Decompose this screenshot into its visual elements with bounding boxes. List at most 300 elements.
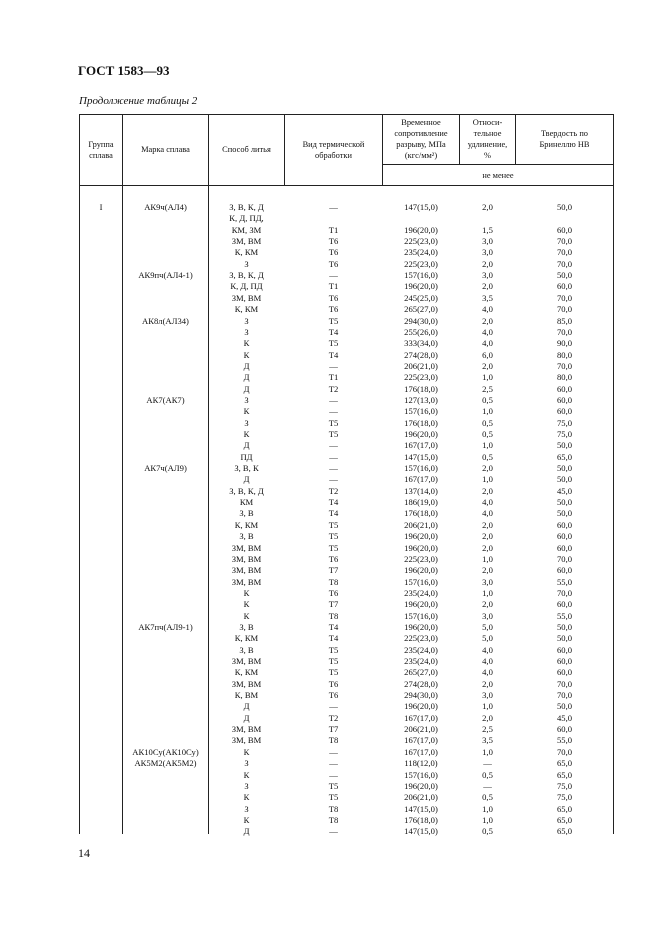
cell-heat: Т1 [328, 224, 339, 235]
cell-strength: 176(18,0) [404, 383, 438, 394]
cell-heat: Т2 [328, 712, 339, 723]
cell-heat: — [329, 451, 338, 462]
cell-hardness: 50,0 [556, 497, 573, 508]
cell-elongation: 1,0 [482, 746, 493, 757]
cell-heat: Т4 [328, 633, 339, 644]
cell-method: Д [243, 826, 250, 837]
cell-hardness: 70,0 [556, 236, 573, 247]
table-row [79, 770, 614, 781]
cell-hardness: 60,0 [556, 531, 573, 542]
cell-method: К [243, 349, 250, 360]
cell-elongation: 0,5 [482, 417, 493, 428]
cell-method: З, В, К, Д [229, 270, 264, 281]
cell-elongation: 0,5 [482, 394, 493, 405]
cell-elongation: 2,0 [482, 712, 493, 723]
cell-method: КМ, ЗМ [231, 224, 262, 235]
cell-grade: АК7пч(АЛ9-1) [138, 621, 193, 632]
cell-heat: Т5 [328, 780, 339, 791]
cell-elongation: 2,0 [482, 599, 493, 610]
table-row [79, 826, 614, 837]
cell-elongation: 5,0 [482, 633, 493, 644]
table-row [79, 656, 614, 667]
cell-method: К [243, 746, 250, 757]
cell-method: З [244, 315, 249, 326]
cell-strength: 265(27,0) [404, 304, 438, 315]
cell-elongation: 4,0 [482, 667, 493, 678]
cell-hardness: 60,0 [556, 667, 573, 678]
cell-heat: Т8 [328, 735, 339, 746]
cell-elongation: 4,0 [482, 644, 493, 655]
cell-strength: 127(13,0) [404, 394, 438, 405]
table-row [79, 543, 614, 554]
cell-elongation: 1,0 [482, 406, 493, 417]
table-row [79, 747, 614, 758]
cell-strength: 167(17,0) [404, 440, 438, 451]
cell-strength: 206(21,0) [404, 792, 438, 803]
cell-elongation: 3,5 [482, 292, 493, 303]
cell-hardness: 55,0 [556, 576, 573, 587]
cell-method: К [243, 587, 250, 598]
cell-elongation: 2,0 [482, 360, 493, 371]
cell-elongation: 4,0 [482, 508, 493, 519]
table-row [79, 508, 614, 519]
cell-elongation: 2,0 [482, 678, 493, 689]
table-row [79, 395, 614, 406]
cell-grade: АК7(АК7) [146, 394, 185, 405]
table-row [79, 758, 614, 769]
cell-heat: Т5 [328, 644, 339, 655]
cell-method: ЗМ, ВМ [231, 565, 262, 576]
table-row [79, 270, 614, 281]
cell-elongation: 2,0 [482, 519, 493, 530]
table-row [79, 418, 614, 429]
cell-strength: 147(15,0) [404, 202, 438, 212]
cell-elongation: 3,0 [482, 576, 493, 587]
cell-heat: Т5 [328, 656, 339, 666]
cell-hardness: 60,0 [556, 644, 573, 655]
cell-hardness: 70,0 [556, 292, 573, 303]
cell-heat: Т5 [328, 417, 339, 428]
cell-strength: 196(20,0) [404, 224, 438, 235]
cell-method: З [244, 394, 249, 405]
cell-method: Д [243, 440, 250, 451]
table-row [79, 724, 614, 735]
cell-elongation: 0,5 [482, 792, 493, 803]
cell-heat: Т6 [328, 678, 339, 689]
cell-strength: 245(25,0) [404, 292, 438, 303]
cell-strength: 147(15,0) [404, 826, 438, 837]
alloy-properties-table [79, 114, 614, 837]
cell-hardness: 50,0 [556, 621, 573, 632]
cell-hardness: 60,0 [556, 224, 573, 235]
cell-method: З [244, 758, 249, 769]
cell-hardness: 50,0 [556, 508, 573, 519]
cell-method: К, КМ [234, 304, 259, 315]
cell-heat: Т1 [328, 372, 339, 383]
cell-elongation: 4,0 [482, 338, 493, 349]
cell-heat: Т8 [328, 610, 339, 621]
cell-method: ЗМ, ВМ [231, 542, 262, 553]
table-row [79, 327, 614, 338]
cell-heat: Т8 [328, 576, 339, 587]
cell-elongation: 2,5 [482, 383, 493, 394]
cell-hardness: 50,0 [556, 701, 573, 712]
cell-elongation: 0,5 [482, 429, 493, 439]
cell-elongation: 3,0 [482, 690, 493, 701]
cell-strength: 147(15,0) [404, 803, 438, 814]
cell-heat: Т6 [328, 258, 339, 269]
table-row [79, 236, 614, 247]
cell-method: З [244, 417, 249, 428]
cell-method: З [244, 258, 249, 269]
cell-method: Д [243, 712, 250, 723]
cell-elongation: 3,0 [482, 247, 493, 258]
cell-hardness: 70,0 [556, 247, 573, 258]
cell-heat: Т6 [328, 247, 339, 258]
cell-hardness: 55,0 [556, 610, 573, 621]
table-continuation-caption: Продолжение таблицы 2 [79, 95, 198, 107]
cell-method: З, В [239, 621, 254, 632]
cell-strength: 176(18,0) [404, 814, 438, 825]
cell-heat: — [329, 826, 338, 837]
cell-elongation: 1,0 [482, 587, 493, 598]
table-row [79, 679, 614, 690]
cell-strength: 294(30,0) [404, 690, 438, 701]
cell-hardness: 65,0 [556, 758, 573, 769]
table-row [79, 645, 614, 656]
cell-hardness: 55,0 [556, 735, 573, 746]
cell-grade: АК5М2(АК5М2) [134, 758, 197, 769]
table-row [79, 316, 614, 327]
cell-elongation: 1,0 [482, 440, 493, 451]
cell-elongation: 1,0 [482, 803, 493, 814]
table-row [79, 815, 614, 826]
cell-hardness: 50,0 [556, 440, 573, 451]
table-row [79, 259, 614, 270]
cell-hardness: 65,0 [556, 826, 573, 837]
table-row [79, 338, 614, 349]
header-grade: Марка сплава [141, 145, 190, 154]
header-casting-method: Способ литья [222, 145, 271, 154]
cell-strength: 167(17,0) [404, 712, 438, 723]
cell-heat: — [329, 360, 338, 371]
cell-elongation: 2,5 [482, 724, 493, 735]
cell-heat: Т7 [328, 599, 339, 610]
table-row [79, 554, 614, 565]
table-row [79, 247, 614, 258]
cell-heat: Т4 [328, 326, 339, 337]
cell-heat: — [329, 270, 338, 281]
table-row [79, 622, 614, 633]
cell-heat: Т7 [328, 565, 339, 576]
cell-hardness: 50,0 [556, 270, 573, 281]
cell-method: К [243, 610, 250, 621]
header-not-less: не менее [482, 170, 514, 180]
cell-hardness: 70,0 [556, 553, 573, 564]
cell-heat: Т7 [328, 724, 339, 735]
cell-elongation: 2,0 [482, 315, 493, 326]
table-row [79, 599, 614, 610]
cell-strength: 225(23,0) [404, 553, 438, 564]
cell-strength: 196(20,0) [404, 429, 438, 439]
cell-strength: 196(20,0) [404, 531, 438, 542]
cell-elongation: 2,0 [482, 281, 493, 292]
table-row [79, 202, 614, 213]
cell-elongation: 1,0 [482, 372, 493, 383]
cell-strength: 225(23,0) [404, 633, 438, 644]
cell-heat: Т8 [328, 803, 339, 814]
table-row [79, 452, 614, 463]
cell-hardness: 45,0 [556, 712, 573, 723]
table-row [79, 713, 614, 724]
cell-method: З, В, К, Д [229, 202, 264, 212]
cell-grade: АК9ч(АЛ4) [144, 202, 187, 212]
cell-method: З, В [239, 531, 254, 542]
cell-strength: 157(16,0) [404, 769, 438, 780]
cell-hardness: 60,0 [556, 542, 573, 553]
cell-method: З, В [239, 644, 254, 655]
table-row [79, 463, 614, 474]
header-elongation: Относи- тельное удлинение, % [467, 118, 508, 160]
table-row [79, 384, 614, 395]
header-heat-treatment: Вид термической обработки [302, 139, 365, 160]
cell-strength: 235(24,0) [404, 247, 438, 258]
cell-method: Д [243, 360, 250, 371]
table-row [79, 531, 614, 542]
cell-hardness: 75,0 [556, 417, 573, 428]
cell-strength: 196(20,0) [404, 281, 438, 292]
cell-elongation: 3,0 [482, 610, 493, 621]
cell-elongation: 0,5 [482, 769, 493, 780]
cell-hardness: 50,0 [556, 633, 573, 644]
cell-heat: Т5 [328, 667, 339, 678]
cell-strength: 225(23,0) [404, 236, 438, 247]
document-title: ГОСТ 1583—93 [78, 63, 170, 78]
cell-strength: 225(23,0) [404, 372, 438, 383]
cell-heat: Т6 [328, 304, 339, 315]
cell-strength: 235(24,0) [404, 644, 438, 655]
cell-method: ЗМ, ВМ [231, 292, 262, 303]
cell-method: ПД [240, 451, 253, 462]
cell-heat: — [329, 394, 338, 405]
cell-heat: Т1 [328, 281, 339, 292]
cell-hardness: 60,0 [556, 406, 573, 417]
cell-heat: — [329, 440, 338, 451]
cell-strength: 118(12,0) [404, 758, 438, 769]
cell-method: Д [243, 474, 250, 485]
cell-strength: 196(20,0) [404, 599, 438, 610]
cell-strength: 196(20,0) [404, 565, 438, 576]
cell-hardness: 70,0 [556, 678, 573, 689]
cell-method: КМ [239, 497, 254, 508]
cell-method: К [243, 406, 250, 417]
header-bottom-border [79, 185, 614, 186]
cell-hardness: 50,0 [556, 474, 573, 485]
cell-hardness: 75,0 [556, 792, 573, 803]
cell-elongation: 2,0 [482, 463, 493, 474]
cell-heat: Т5 [328, 429, 339, 439]
cell-hardness: 70,0 [556, 587, 573, 598]
cell-heat: — [329, 406, 338, 417]
table-row [79, 690, 614, 701]
cell-elongation: 6,0 [482, 349, 493, 360]
cell-hardness: 65,0 [556, 769, 573, 780]
table-row [79, 406, 614, 417]
cell-strength: 206(21,0) [404, 724, 438, 735]
cell-method: ЗМ, ВМ [231, 735, 262, 746]
cell-heat: Т5 [328, 792, 339, 803]
cell-elongation: 1,0 [482, 474, 493, 485]
cell-strength: 157(16,0) [404, 610, 438, 621]
cell-method: З, В, К, Д [229, 485, 264, 496]
cell-heat: Т4 [328, 508, 339, 519]
cell-hardness: 60,0 [556, 599, 573, 610]
cell-elongation: 2,0 [482, 531, 493, 542]
cell-elongation: 4,0 [482, 497, 493, 508]
cell-method: К, Д, ПД [230, 281, 263, 292]
cell-group: I [99, 202, 103, 212]
cell-hardness: 75,0 [556, 780, 573, 791]
cell-elongation: — [483, 780, 492, 791]
page-number: 14 [78, 846, 90, 860]
cell-strength: 167(17,0) [404, 735, 438, 746]
cell-elongation: 2,0 [482, 258, 493, 269]
cell-hardness: 60,0 [556, 281, 573, 292]
cell-hardness: 70,0 [556, 326, 573, 337]
table-row [79, 667, 614, 678]
cell-heat: Т2 [328, 383, 339, 394]
cell-elongation: 2,0 [482, 565, 493, 576]
table-row [79, 497, 614, 508]
cell-method: К, КМ [234, 633, 259, 644]
table-row [79, 281, 614, 292]
cell-method: З, В, К [234, 463, 259, 474]
cell-heat: — [329, 701, 338, 712]
cell-hardness: 60,0 [556, 656, 573, 666]
cell-grade: АК9пч(АЛ4-1) [138, 270, 193, 281]
table-row [79, 213, 614, 224]
cell-elongation: 2,0 [482, 485, 493, 496]
cell-hardness: 80,0 [556, 372, 573, 383]
cell-hardness: 70,0 [556, 304, 573, 315]
cell-method: К [243, 429, 250, 439]
table-row [79, 474, 614, 485]
cell-method: Д [243, 383, 250, 394]
cell-method: К, КМ [234, 519, 259, 530]
cell-heat: — [329, 769, 338, 780]
cell-hardness: 70,0 [556, 746, 573, 757]
cell-method: Д [243, 701, 250, 712]
cell-method: К, КМ [234, 667, 259, 678]
cell-strength: 235(24,0) [404, 587, 438, 598]
cell-method: З, В [239, 508, 254, 519]
table-row [79, 611, 614, 622]
cell-strength: 206(21,0) [404, 360, 438, 371]
cell-method: З [244, 326, 249, 337]
cell-hardness: 90,0 [556, 338, 573, 349]
table-row [79, 792, 614, 803]
cell-heat: Т6 [328, 587, 339, 598]
cell-strength: 147(15,0) [404, 451, 438, 462]
cell-elongation: 4,0 [482, 656, 493, 666]
cell-elongation: 3,0 [482, 236, 493, 247]
cell-elongation: 4,0 [482, 326, 493, 337]
cell-strength: 167(17,0) [404, 746, 438, 757]
cell-elongation: 1,0 [482, 553, 493, 564]
cell-elongation: 0,5 [482, 451, 493, 462]
table-row [79, 486, 614, 497]
cell-method: К, Д, ПД, [229, 213, 264, 224]
cell-method: К [243, 769, 250, 780]
cell-heat: Т4 [328, 497, 339, 508]
table-row [79, 565, 614, 576]
cell-strength: 294(30,0) [404, 315, 438, 326]
table-row [79, 701, 614, 712]
cell-method: З [244, 780, 249, 791]
table-row [79, 304, 614, 315]
cell-method: З [244, 803, 249, 814]
cell-strength: 186(19,0) [404, 497, 438, 508]
table-row [79, 440, 614, 451]
cell-grade: АК8л(АЛ34) [142, 315, 189, 326]
cell-hardness: 60,0 [556, 724, 573, 735]
cell-method: К [243, 814, 250, 825]
cell-grade: АК7ч(АЛ9) [144, 463, 187, 474]
cell-elongation: 0,5 [482, 826, 493, 837]
cell-hardness: 70,0 [556, 690, 573, 701]
cell-strength: 265(27,0) [404, 667, 438, 678]
cell-heat: Т6 [328, 553, 339, 564]
table-row [79, 361, 614, 372]
cell-elongation: 5,0 [482, 621, 493, 632]
cell-hardness: 65,0 [556, 803, 573, 814]
cell-strength: 235(24,0) [404, 656, 438, 666]
cell-hardness: 45,0 [556, 485, 573, 496]
cell-method: ЗМ, ВМ [231, 656, 262, 666]
cell-method: К, КМ [234, 247, 259, 258]
cell-heat: Т5 [328, 542, 339, 553]
cell-grade: АК10Су(АК10Су) [132, 746, 199, 757]
cell-strength: 157(16,0) [404, 463, 438, 474]
cell-strength: 196(20,0) [404, 701, 438, 712]
cell-elongation: 1,5 [482, 224, 493, 235]
cell-heat: Т5 [328, 519, 339, 530]
cell-heat: Т8 [328, 814, 339, 825]
cell-strength: 225(23,0) [404, 258, 438, 269]
cell-strength: 196(20,0) [404, 780, 438, 791]
cell-heat: Т5 [328, 531, 339, 542]
cell-hardness: 80,0 [556, 349, 573, 360]
cell-strength: 157(16,0) [404, 406, 438, 417]
cell-strength: 167(17,0) [404, 474, 438, 485]
cell-strength: 176(18,0) [404, 417, 438, 428]
cell-elongation: 3,0 [482, 270, 493, 281]
cell-hardness: 60,0 [556, 394, 573, 405]
table-row [79, 429, 614, 440]
cell-elongation: 3,5 [482, 735, 493, 746]
cell-heat: Т6 [328, 690, 339, 701]
cell-heat: — [329, 474, 338, 485]
table-row [79, 293, 614, 304]
cell-strength: 274(28,0) [404, 678, 438, 689]
cell-method: Д [243, 372, 250, 383]
table-row [79, 804, 614, 815]
cell-hardness: 60,0 [556, 565, 573, 576]
cell-elongation: 1,0 [482, 814, 493, 825]
cell-heat: — [329, 202, 338, 212]
cell-elongation: 2,0 [482, 202, 493, 212]
cell-hardness: 50,0 [556, 202, 573, 212]
